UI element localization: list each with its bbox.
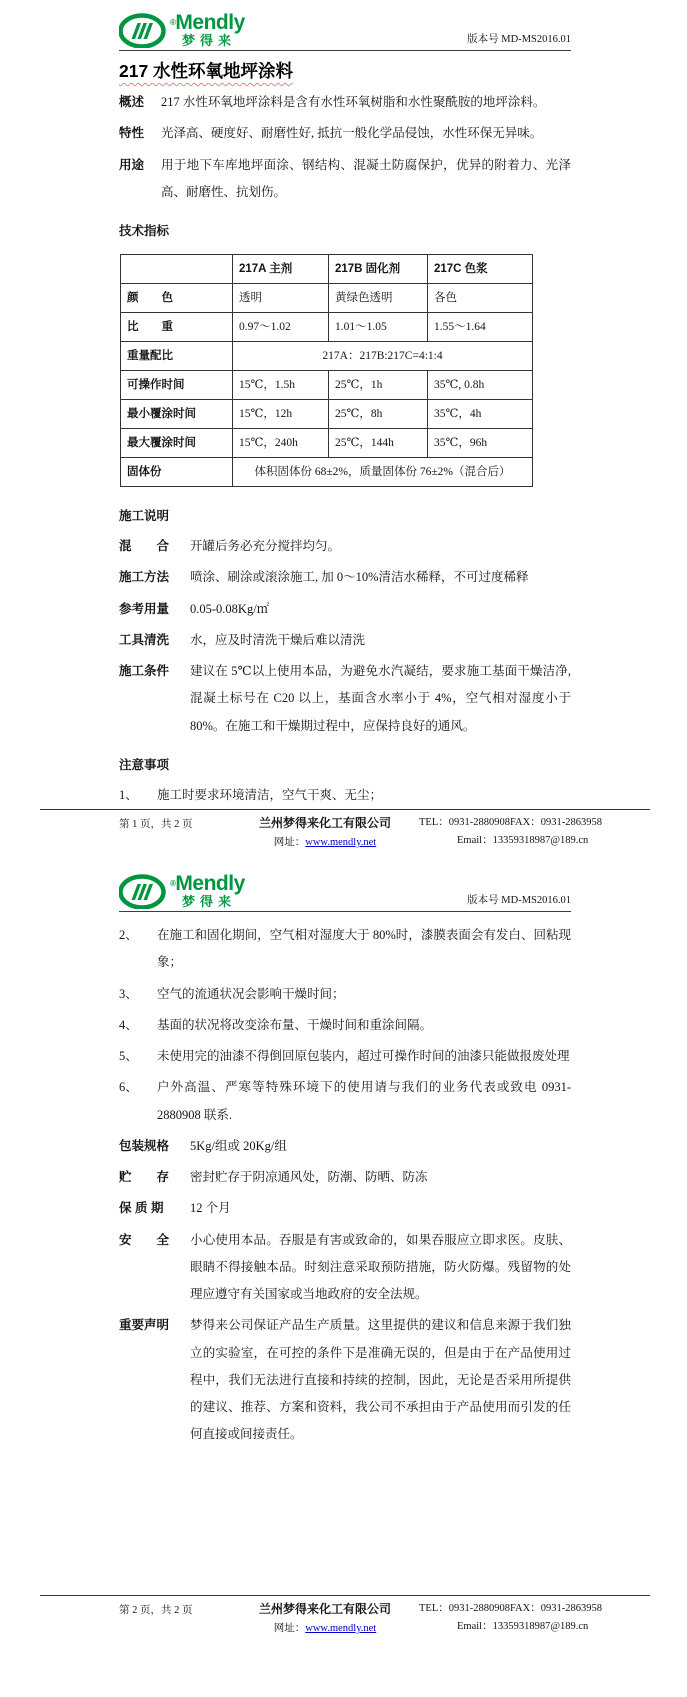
header-rule [119,911,571,912]
page-2-footer [119,1595,602,1635]
page-title: 217 水性环氧地坪涂料 [119,61,294,81]
features-text: 光泽高、硬度好、耐磨性好, 抵抗一般化学品侵蚀，水性环保无异味。 [161,126,543,141]
row-pot-cell-b: 25℃，1h [329,371,428,400]
row-max-label: 最大覆涂时间 [121,429,233,458]
features-row [119,120,571,147]
row-gravity-label: 比 重 [121,313,233,342]
safety-row [119,1227,571,1309]
table-header-empty [121,255,233,284]
brand-logo [119,12,245,48]
row-pot-cell-a: 15℃，1.5h [233,371,329,400]
website-link[interactable]: www.mendly.net [305,1623,377,1634]
row-gravity-cell-a: 0.97～1.02 [233,313,329,342]
conditions-text: 建议在 5℃以上使用本品，为避免水汽凝结，要求施工基面干燥洁净, 混凝土标号在 C20 以上，基面含水率小于 4%，空气相对湿度小于 80%。在施工和干燥期过程中，应保持良好的通风。 [190,664,571,733]
fax-label: FAX：0931-2863958 [510,817,602,828]
statement-text: 梦得来公司保证产品生产质量。这里提供的建议和信息来源于我们独立的实验室，在可控的条件下是准确无误的，但是由于在产品使用过程中，我们无法进行直接和持续的控制，因此，无论是否采用所提供的建议、推荐、方案和资料，我公司不承担由于产品使用而引发的任何直接或间接责任。 [190,1318,571,1442]
brand-logo [119,873,245,909]
row-max-cell-a: 15℃，240h [233,429,329,458]
table-row-min-recoat [121,400,533,429]
footer-contact-block [413,814,602,847]
note-1-text: 施工时要求环境清洁，空气干爽、无尘； [157,787,383,802]
row-solids-label: 固体份 [121,458,233,487]
row-color-cell-a: 透明 [233,284,329,313]
row-color-cell-b: 黄绿色透明 [329,284,428,313]
note-5-number: 5、 [119,1049,138,1063]
mixing-row [119,533,571,560]
mendly-logo-icon [119,873,167,909]
company-name: 兰州梦得来化工有限公司 [258,1602,391,1616]
note-5-text: 未使用完的油漆不得倒回原包装内，超过可操作时间的油漆只能做报废处理 [157,1049,570,1063]
registered-mark-icon: ® [170,18,176,27]
conditions-row [119,658,571,740]
storage-row [119,1164,571,1191]
row-max-cell-c: 35℃，96h [428,429,533,458]
table-row-solids [121,458,533,487]
page-number: 第 1 页，共 2 页 [119,819,193,830]
overview-row [119,89,571,116]
page-2-header [119,857,571,909]
shelf-life-text: 12 个月 [190,1201,231,1216]
row-min-cell-b: 25℃，8h [329,400,428,429]
note-4-number: 4、 [119,1017,138,1032]
note-6-text: 户外高温、严寒等特殊环境下的使用请与我们的业务代表或致电 0931-2880908 联系. [157,1080,571,1122]
tel-fax-line [419,814,602,829]
uses-text: 用于地下车库地坪面涂、钢结构、混凝土防腐保护，优异的附着力、光泽高、耐磨性、抗划伤。 [161,157,571,199]
table-row-color [121,284,533,313]
overview-text: 217 水性环氧地坪涂料是含有水性环氧树脂和水性聚酰胺的地坪涂料。 [161,95,546,109]
method-label: 施工方法 [119,570,170,585]
row-gravity-cell-b: 1.01～1.05 [329,313,428,342]
note-3-number: 3、 [119,986,138,1001]
storage-text: 密封贮存于阴凉通风处，防潮、防晒、防冻 [190,1170,428,1184]
company-name: 兰州梦得来化工有限公司 [258,816,391,830]
packing-row [119,1133,571,1160]
row-ratio-label: 重量配比 [121,342,233,371]
shelf-life-row [119,1195,571,1222]
footer-company-block [237,814,413,849]
page-1-footer [119,809,602,857]
note-4-text: 基面的状况将改变涂布量、干燥时间和重涂间隔。 [157,1017,433,1032]
note-item-3 [119,981,571,1008]
footer-body [119,810,602,849]
row-ratio-value: 217A：217B:217C=4:1:4 [233,342,533,371]
row-solids-value: 体积固体份 68±2%，质量固体份 76±2%（混合后） [233,458,533,487]
website-label: 网址： [273,1623,306,1634]
footer-contact-block [413,1600,602,1633]
row-max-cell-b: 25℃，144h [329,429,428,458]
storage-label: 贮 存 [119,1170,170,1184]
uses-label: 用途 [119,157,145,172]
brand-text [170,12,245,47]
tech-specs-table [120,254,533,487]
safety-text: 小心使用本品。吞服是有害或致命的，如果吞服应立即求医。皮肤、眼睛不得接触本品。时刻注意采取预防措施，防火防爆。残留物的处理应遵守有关国家或当地政府的安全法规。 [190,1232,571,1301]
mixing-label: 混 合 [119,539,170,553]
row-gravity-cell-c: 1.55～1.64 [428,313,533,342]
brand-text [170,873,245,908]
note-6-number: 6、 [119,1080,138,1095]
row-min-cell-c: 35℃，4h [428,400,533,429]
dosage-text: 0.05-0.08Kg/㎡ [190,601,270,616]
note-2-number: 2、 [119,928,138,942]
row-pot-cell-c: 35℃, 0.8h [428,371,533,400]
table-row-ratio [121,342,533,371]
tel-label: TEL：0931-2880908 [419,817,510,828]
overview-label: 概述 [119,95,145,109]
page-1-header [119,0,571,48]
shelf-life-label: 保 质 期 [119,1201,164,1216]
row-min-cell-a: 15℃，12h [233,400,329,429]
dosage-label: 参考用量 [119,601,170,616]
table-header-217b: 217B 固化剂 [329,255,428,284]
note-item-6 [119,1074,571,1129]
table-header-217a: 217A 主剂 [233,255,329,284]
note-3-text: 空气的流通状况会影响干燥时间； [157,986,345,1001]
row-color-cell-c: 各色 [428,284,533,313]
method-text: 喷涂、刷涂或滚涂施工, 加 0～10%清洁水稀释，不可过度稀释 [190,570,529,585]
mixing-text: 开罐后务必充分搅拌均匀。 [190,539,341,553]
conditions-label: 施工条件 [119,664,170,678]
notes-heading: 注意事项 [119,757,170,772]
statement-label: 重要声明 [119,1318,170,1333]
table-header-row [121,255,533,284]
features-label: 特性 [119,126,145,141]
statement-row [119,1312,571,1448]
footer-body [119,1596,602,1635]
email-label: Email：13359318987@189.cn [457,1621,589,1632]
construction-heading: 施工说明 [119,509,170,523]
table-row-gravity [121,313,533,342]
page-number: 第 2 页，共 2 页 [119,1605,193,1616]
brand-name: ®Mendly [170,11,245,34]
fax-label: FAX：0931-2863958 [510,1603,602,1614]
row-color-label: 颜 色 [121,284,233,313]
page-2 [0,857,687,1697]
website-line [274,1620,376,1635]
dosage-row [119,596,571,623]
note-item-2 [119,922,571,977]
cleaning-label: 工具清洗 [119,632,170,647]
note-2-text: 在施工和固化期间，空气相对湿度大于 80%时，漆膜表面会有发白、回粘现象； [157,928,571,970]
version-label: 版本号 MD-MS2016.01 [467,34,571,45]
row-min-label: 最小覆涂时间 [121,400,233,429]
method-row [119,564,571,591]
uses-row [119,152,571,207]
table-header-217c: 217C 色浆 [428,255,533,284]
tel-label: TEL：0931-2880908 [419,1603,510,1614]
table-row-pot-life [121,371,533,400]
tech-specs-heading: 技术指标 [119,224,170,238]
packing-text: 5Kg/组或 20Kg/组 [190,1138,287,1153]
footer-company-block [237,1600,413,1635]
email-label: Email：13359318987@189.cn [457,835,589,846]
version-label: 版本号 MD-MS2016.01 [467,895,571,906]
note-item-1 [119,782,571,809]
header-rule [119,50,571,51]
website-line [274,834,376,849]
table-row-max-recoat [121,429,533,458]
website-label: 网址： [273,837,306,848]
note-item-5 [119,1043,571,1070]
safety-label: 安 全 [119,1232,170,1247]
cleaning-row [119,627,571,654]
note-1-number: 1、 [119,787,138,802]
row-pot-label: 可操作时间 [121,371,233,400]
registered-mark-icon: ® [170,879,176,888]
brand-name-cn: 梦得来 [182,894,237,909]
brand-name: ®Mendly [170,872,245,895]
note-item-4 [119,1012,571,1039]
tel-fax-line [419,1600,602,1615]
website-link[interactable]: www.mendly.net [305,837,377,848]
brand-name-cn: 梦得来 [182,33,237,48]
packing-label: 包装规格 [119,1138,170,1153]
cleaning-text: 水，应及时清洗干燥后难以清洗 [190,632,366,647]
mendly-logo-icon [119,12,167,48]
